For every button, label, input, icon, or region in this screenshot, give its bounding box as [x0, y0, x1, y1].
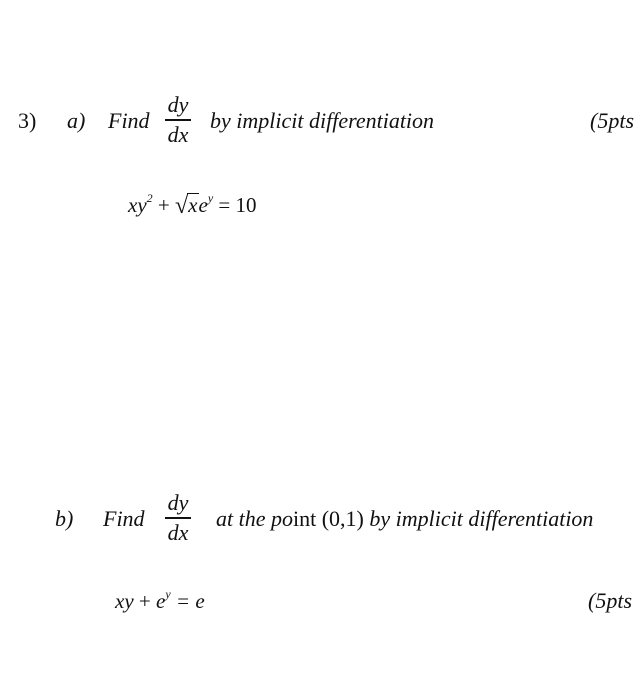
fraction-numerator: dy [167, 490, 189, 515]
part-b-find: Find [103, 506, 145, 531]
eq-exponent-2: 2 [146, 191, 153, 205]
fraction-numerator: dy [167, 92, 189, 117]
sqrt-expression [175, 192, 199, 219]
part-a-find: Find [108, 108, 150, 133]
eq-exponent-y: y [165, 587, 171, 601]
problem-number: 3) [18, 108, 37, 133]
part-b-equation [115, 589, 205, 614]
eq-xy: xy [115, 589, 134, 613]
part-b-condition [216, 506, 593, 532]
part-b-method: by implicit differentiation [369, 506, 594, 531]
fraction-denominator: dx [167, 519, 189, 545]
part-b-points: (5pts [588, 588, 632, 613]
part-b-derivative-fraction [165, 492, 191, 544]
part-a-method: by implicit differentiation [210, 108, 435, 133]
part-b-label: b) [55, 506, 74, 531]
eq-e: e [198, 193, 208, 217]
fraction-denominator: dx [167, 121, 189, 147]
radical-sign: √ [175, 193, 189, 219]
eq-e: e [156, 589, 166, 613]
int-text: int [293, 506, 317, 531]
eq-plus: + [157, 193, 170, 217]
eq-xy: xy [128, 193, 147, 217]
eq-exponent-y: y [207, 191, 214, 205]
radicand: x [188, 193, 198, 217]
eq-rhs: = e [175, 589, 205, 613]
part-a-derivative-fraction [165, 94, 191, 146]
point-coordinates: (0,1) [321, 506, 364, 531]
at-the-text: at the po [216, 506, 293, 531]
part-a-points: (5pts [590, 108, 634, 133]
eq-rhs: = 10 [218, 193, 257, 217]
part-a-label: a) [67, 108, 86, 133]
part-a-equation [128, 192, 257, 219]
eq-plus: + [138, 589, 151, 613]
